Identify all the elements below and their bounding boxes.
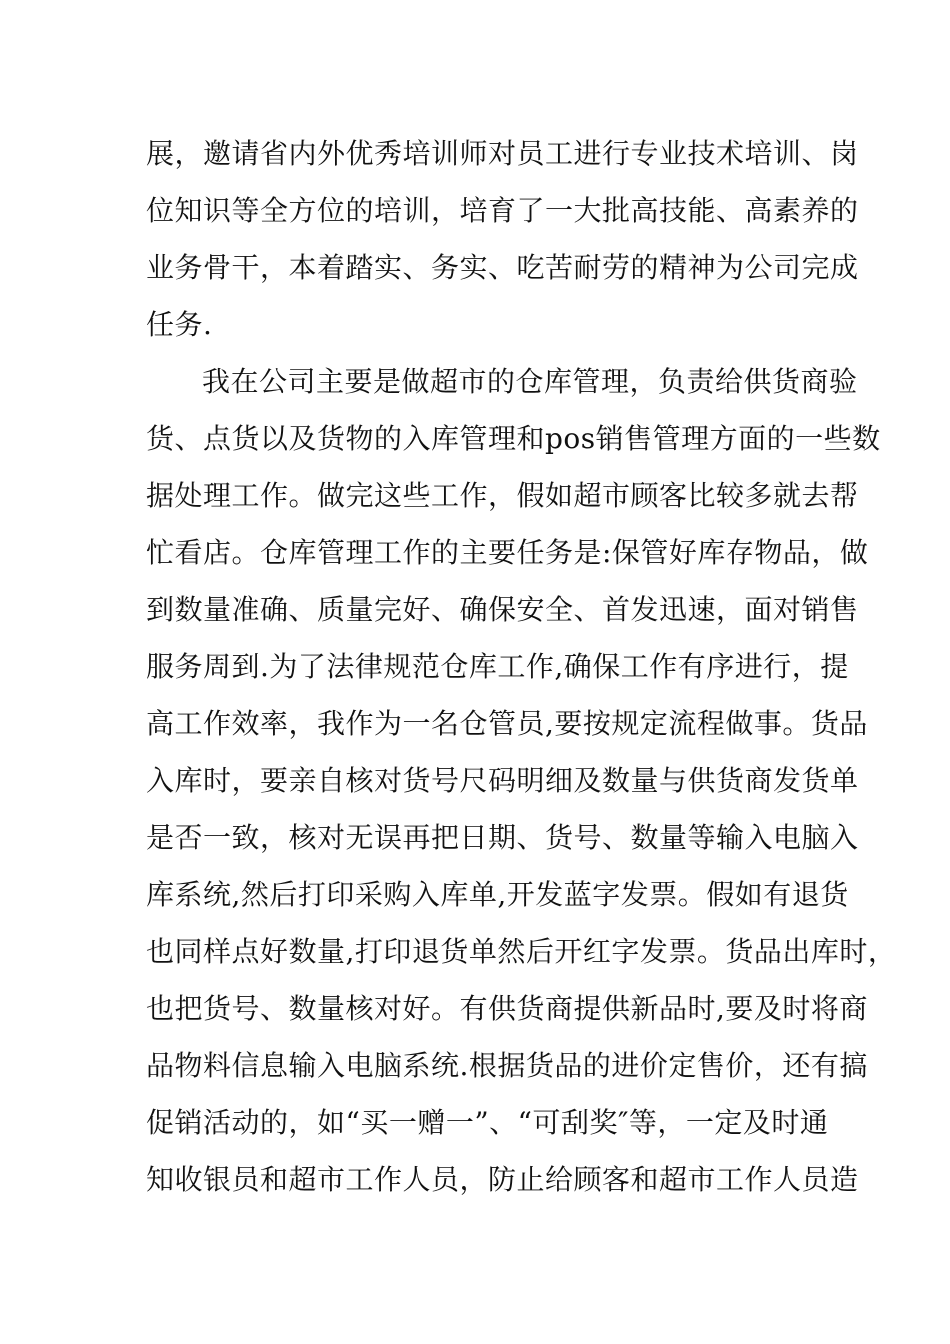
text-line: 也把货号、数量核对好。有供货商提供新品时,要及时将商: [146, 992, 868, 1025]
text-line: 展，邀请省内外优秀培训师对员工进行专业技术培训、岗: [146, 137, 859, 170]
text-line: 忙看店。仓库管理工作的主要任务是:保管好库存物品，做: [146, 536, 869, 569]
text-line: 是否一致，核对无误再把日期、货号、数量等输入电脑入: [146, 821, 859, 854]
text-line: 货、点货以及货物的入库管理和pos销售管理方面的一些数: [146, 422, 881, 455]
text-line: 也同样点好数量,打印退货单然后开红字发票。货品出库时，: [146, 935, 897, 968]
text-line: 到数量准确、质量完好、确保安全、首发迅速，面对销售: [146, 593, 859, 626]
paragraph-first-line: 我在公司主要是做超市的仓库管理，负责给供货商验: [202, 365, 858, 398]
text-line: 业务骨干，本着踏实、务实、吃苦耐劳的精神为公司完成: [146, 251, 859, 284]
text-line: 品物料信息输入电脑系统.根据货品的进价定售价，还有搞: [146, 1049, 868, 1082]
text-line: 任务.: [146, 308, 213, 341]
text-line: 高工作效率，我作为一名仓管员,要按规定流程做事。货品: [146, 707, 868, 740]
text-line: 服务周到.为了法律规范仓库工作,确保工作有序进行，提: [146, 650, 849, 683]
text-line: 据处理工作。做完这些工作，假如超市顾客比较多就去帮: [146, 479, 859, 512]
text-line: 库系统,然后打印采购入库单,开发蓝字发票。假如有退货: [146, 878, 849, 911]
text-line: 促销活动的，如“买一赠一”、“可刮奖″等，一定及时通: [146, 1106, 829, 1139]
text-line: 位知识等全方位的培训，培育了一大批高技能、高素养的: [146, 194, 859, 227]
text-line: 知收银员和超市工作人员，防止给顾客和超市工作人员造: [146, 1163, 859, 1196]
text-line: 入库时，要亲自核对货号尺码明细及数量与供货商发货单: [146, 764, 859, 797]
